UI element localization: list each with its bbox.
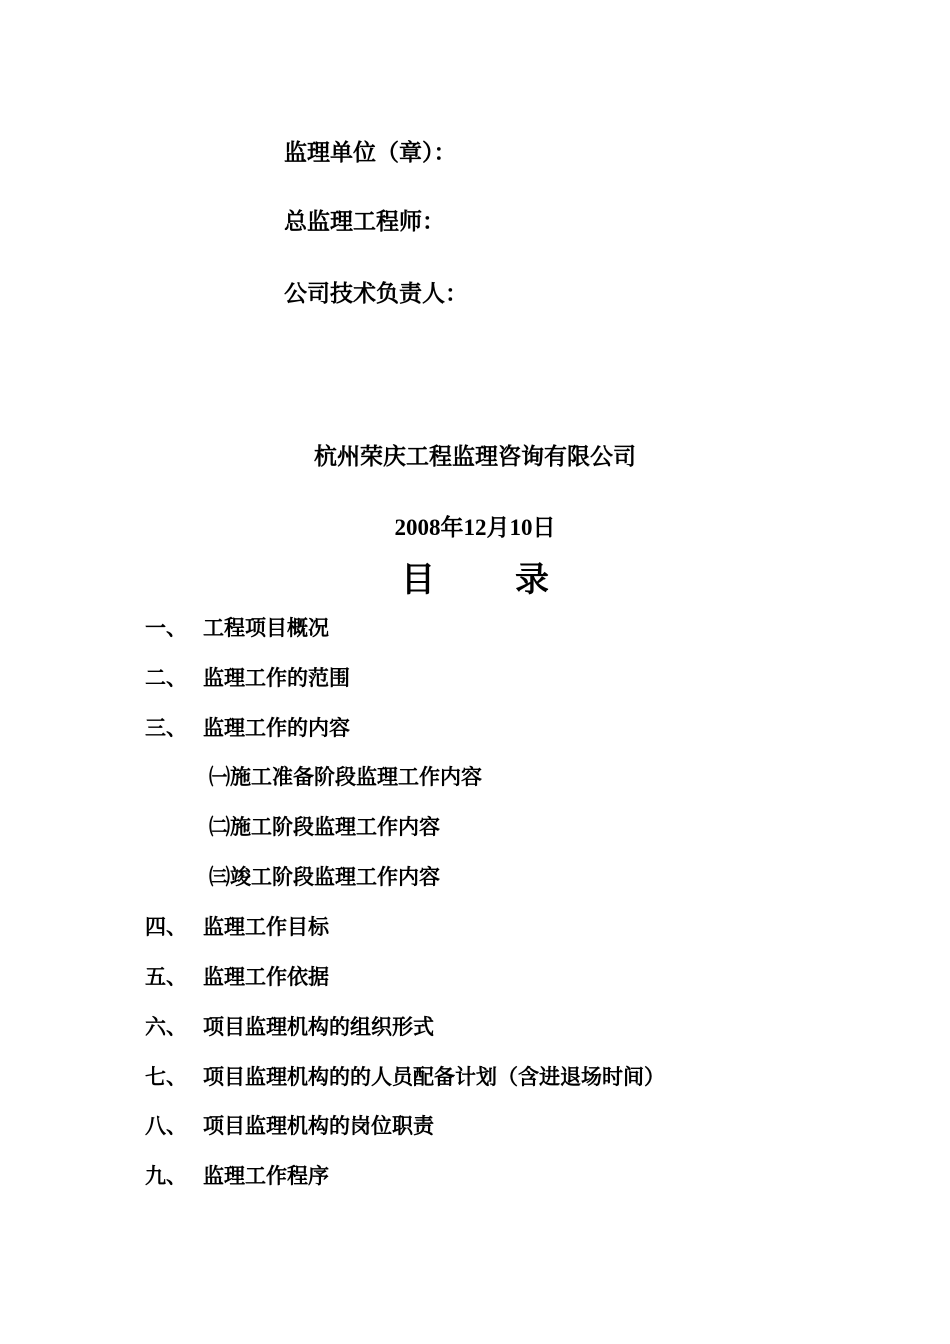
supervision-unit-seal-label: 监理单位（章）：	[284, 139, 457, 166]
toc-subentry-text: ㈡施工阶段监理工作内容	[209, 814, 440, 839]
toc-entry-text: 监理工作目标	[203, 914, 329, 939]
toc-entry-number: 七、	[145, 1064, 187, 1089]
toc-subentry-text: ㈢竣工阶段监理工作内容	[209, 864, 440, 889]
toc-entry-text: 工程项目概况	[203, 615, 329, 640]
toc-subentry-text: ㈠施工准备阶段监理工作内容	[209, 764, 482, 789]
technical-director-label: 公司技术负责人：	[284, 280, 468, 307]
toc-entry-number: 一、	[145, 615, 187, 640]
document-date: 2008年12月10日	[394, 515, 556, 540]
toc-entry-text: 项目监理机构的岗位职责	[203, 1113, 434, 1138]
toc-entry-text: 项目监理机构的的人员配备计划（含进退场时间）	[203, 1064, 665, 1089]
toc-entry-number: 九、	[145, 1163, 187, 1188]
toc-title-right: 录	[515, 560, 549, 600]
toc-entry-number: 四、	[145, 914, 187, 939]
toc-entry-text: 项目监理机构的组织形式	[203, 1014, 434, 1039]
toc-entry-text: 监理工作依据	[203, 964, 329, 989]
toc-title	[0, 560, 950, 600]
toc-entry-number: 六、	[145, 1014, 187, 1039]
company-name: 杭州荣庆工程监理咨询有限公司	[314, 443, 636, 470]
toc-entry-text: 监理工作程序	[203, 1163, 329, 1188]
toc-entry-text: 监理工作的内容	[203, 715, 350, 740]
toc-entry-number: 五、	[145, 964, 187, 989]
toc-title-left: 目	[401, 560, 435, 600]
toc-entry-number: 三、	[145, 715, 187, 740]
toc-entry-number: 二、	[145, 665, 187, 690]
chief-supervising-engineer-label: 总监理工程师：	[284, 208, 445, 235]
toc-entry-text: 监理工作的范围	[203, 665, 350, 690]
toc-entry-number: 八、	[145, 1113, 187, 1138]
